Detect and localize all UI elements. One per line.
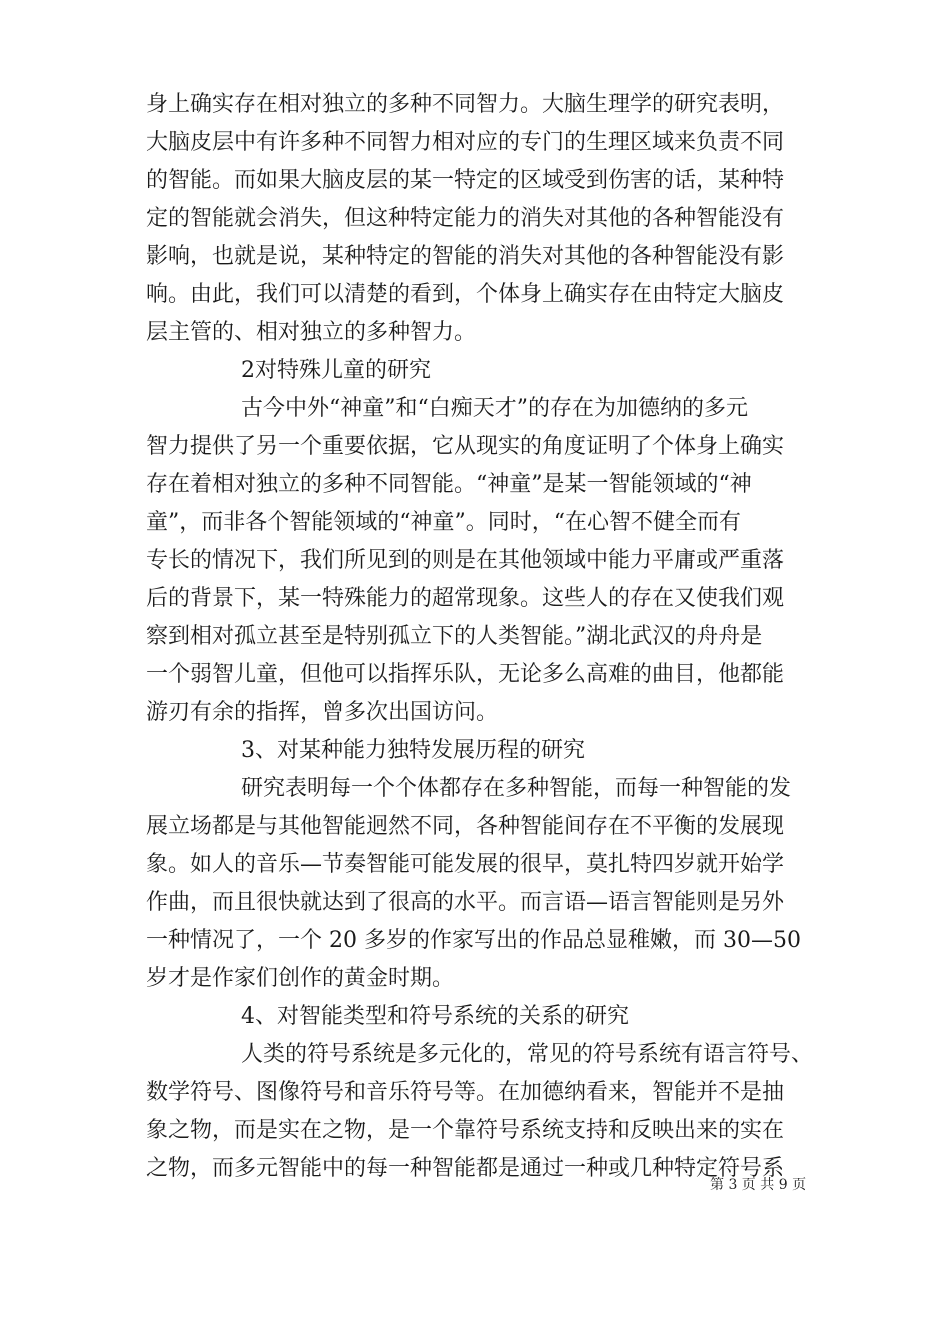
text-line: 岁才是作家们创作的黄金时期。 [146,966,455,991]
section-heading-development-course: 3、对某种能力独特发展历程的研究 [241,738,585,763]
text-line: 象之物，而是实在之物，是一个靠符号系统支持和反映出来的实在 [146,1118,785,1143]
paragraph-first-line: 研究表明每一个个体都存在多种智能，而每一种智能的发 [241,776,792,801]
text-line: 大脑皮层中有许多种不同智力相对应的专门的生理区域来负责不同 [146,130,785,155]
text-line: 影响，也就是说，某种特定的智能的消失对其他的各种智能没有影 [146,244,785,269]
text-line: 层主管的、相对独立的多种智力。 [146,320,477,345]
section-heading-special-children: 2对特殊儿童的研究 [241,358,431,383]
text-line: 后的背景下，某一特殊能力的超常现象。这些人的存在又使我们观 [146,586,785,611]
paragraph-first-line: 古今中外“神童”和“白痴天才”的存在为加德纳的多元 [241,396,748,421]
text-line: 展立场都是与其他智能迥然不同，各种智能间存在不平衡的发展现 [146,814,785,839]
section-heading-symbol-systems: 4、对智能类型和符号系统的关系的研究 [241,1004,629,1029]
page-number: 第 3 页 共 9 页 [710,1177,807,1193]
text-line: 一种情况了，一个 20 多岁的作家写出的作品总显稚嫩，而 30—50 [146,928,801,953]
text-line: 一个弱智儿童，但他可以指挥乐队，无论多么高难的曲目，他都能 [146,662,785,687]
text-line: 身上确实存在相对独立的多种不同智力。大脑生理学的研究表明， [146,92,785,117]
text-line: 之物，而多元智能中的每一种智能都是通过一种或几种特定符号系 [146,1156,785,1181]
document-body [146,86,814,1188]
paragraph-first-line: 人类的符号系统是多元化的，常见的符号系统有语言符号、 [241,1042,814,1067]
text-line: 察到相对孤立甚至是特别孤立下的人类智能。”湖北武汉的舟舟是 [146,624,763,649]
text-line: 童”，而非各个智能领域的“神童”。同时，“在心智不健全而有 [146,510,741,535]
text-line: 象。如人的音乐—节奏智能可能发展的很早，莫扎特四岁就开始学 [146,852,785,877]
text-line: 存在着相对独立的多种不同智能。“神童”是某一智能领域的“神 [146,472,752,497]
text-line: 游刃有余的指挥，曾多次出国访问。 [146,700,499,725]
text-line: 专长的情况下，我们所见到的则是在其他领域中能力平庸或严重落 [146,548,785,573]
text-line: 作曲，而且很快就达到了很高的水平。而言语—语言智能则是另外 [146,890,785,915]
text-line: 响。由此，我们可以清楚的看到，个体身上确实存在由特定大脑皮 [146,282,785,307]
text-line: 的智能。而如果大脑皮层的某一特定的区域受到伤害的话，某种特 [146,168,785,193]
text-line: 数学符号、图像符号和音乐符号等。在加德纳看来，智能并不是抽 [146,1080,785,1105]
text-line: 智力提供了另一个重要依据，它从现实的角度证明了个体身上确实 [146,434,785,459]
text-line: 定的智能就会消失，但这种特定能力的消失对其他的各种智能没有 [146,206,785,231]
